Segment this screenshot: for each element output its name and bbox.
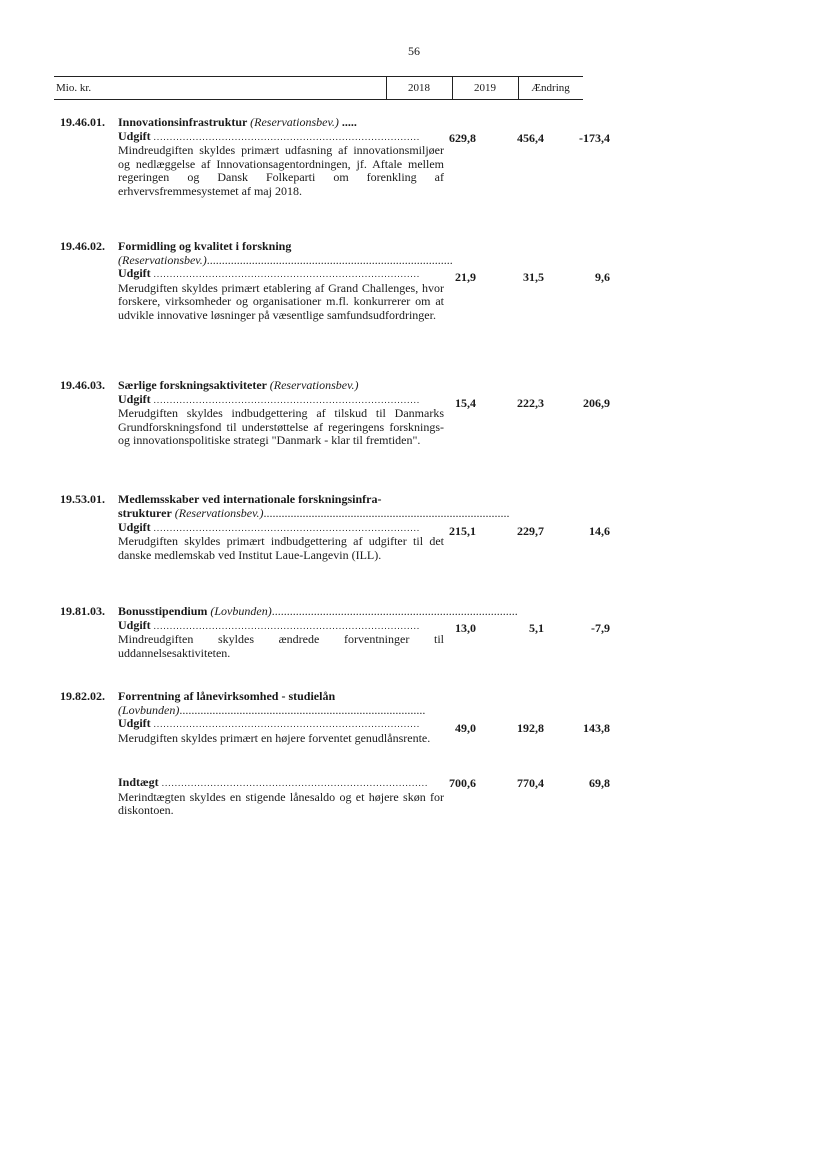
header-top-rule — [54, 76, 583, 77]
income-label: Indtægt — [118, 775, 159, 789]
entry-code: 19.46.01. — [60, 115, 105, 129]
entry-subtitle: (Lovbunden) — [210, 604, 272, 618]
value-2019: 31,5 — [523, 270, 544, 284]
entry-title: Innovationsinfrastruktur (Reservationsbev.) ..... — [118, 115, 357, 129]
value-2019: 192,8 — [517, 721, 544, 735]
entry-description: Mindreudgiften skyldes primært udfasning af innovationsmiljøer og nedlæggelse af Innovationsagentordningen, jf. Aftale mellem regeringen og Dansk Folkeparti om forenkling af erhvervsfremmesystemet af maj 2018. — [118, 143, 444, 198]
header-2018: 2018 — [408, 82, 430, 94]
entry-title: Formidling og kvalitet i forskning — [118, 239, 292, 253]
entry-subtitle: (Lovbunden) — [118, 702, 180, 717]
leader-dots: .................................................................................. — [179, 702, 426, 717]
expense-label: Udgift — [118, 266, 151, 280]
expense-label: Udgift — [118, 716, 151, 730]
entry-title: Medlemsskaber ved internationale forskningsinfra- — [118, 492, 382, 506]
expense-label: Udgift — [118, 128, 151, 143]
income-value-2019: 770,4 — [517, 776, 544, 790]
entry-description: Merudgiften skyldes primært en højere forventet genudlånsrente. — [118, 730, 431, 745]
expense-label: Udgift — [118, 391, 151, 406]
value-change: 206,9 — [583, 396, 610, 410]
header-bottom-rule — [54, 99, 583, 100]
leader-dots: .................................................................................. — [153, 620, 421, 631]
entry-title: Bonusstipendium — [118, 604, 208, 618]
header-2019: 2019 — [474, 82, 496, 94]
page-number: 56 — [408, 44, 420, 58]
value-2019: 229,7 — [517, 524, 544, 538]
value-2018: 15,4 — [455, 396, 476, 410]
value-2019: 222,3 — [517, 396, 544, 410]
value-2018: 13,0 — [455, 621, 476, 635]
value-change: 143,8 — [583, 721, 610, 735]
value-change: 9,6 — [595, 270, 610, 284]
entry-description: Merudgiften skyldes primært indbudgettering af udgifter til det danske medlemskab ved Institut Laue-Langevin (ILL). — [118, 534, 444, 562]
leader-dots: .................................................................................. — [206, 252, 453, 267]
value-2019: 456,4 — [517, 131, 544, 145]
entry-subtitle: (Reservationsbev.) — [269, 378, 359, 392]
entry-subtitle: (Reservationsbev.) — [250, 115, 339, 129]
entry-code: 19.81.03. — [60, 604, 105, 618]
entry-code: 19.46.02. — [60, 239, 105, 253]
entry-subtitle: (Reservationsbev.) — [174, 506, 264, 520]
leader-dots: .................................................................................. — [271, 604, 518, 618]
leader-dots: .................................................................................. — [153, 394, 421, 405]
value-2018: 21,9 — [455, 270, 476, 284]
value-change: -173,4 — [579, 131, 610, 145]
entry-description: Merudgiften skyldes indbudgettering af tilskud til Danmarks Grundforskningsfond til understøttelse af regeringens forsknings- og innovationspolitiske strategi "Danmark - klar til fremtiden". — [118, 406, 444, 447]
leader-dots: .................................................................................. — [153, 719, 421, 729]
entry-subtitle: (Reservationsbev.) — [118, 252, 207, 267]
expense-label: Udgift — [118, 519, 151, 534]
leader-dots: .................................................................................. — [161, 778, 429, 788]
value-2018: 629,8 — [449, 131, 476, 145]
leader-dots: .................................................................................. — [153, 522, 421, 533]
value-2019: 5,1 — [529, 621, 544, 635]
header-unit: Mio. kr. — [56, 82, 92, 94]
entry-description: Merudgiften skyldes primært etablering af Grand Challenges, hvor forskere, virksomheder og organisationer m.fl. konkurrerer om at udvikle innovative løsninger på væsentlige samfundsudfordringer. — [118, 280, 444, 322]
entry-code: 19.46.03. — [60, 378, 105, 392]
leader-dots: .................................................................................. — [153, 131, 421, 142]
value-change: -7,9 — [591, 621, 610, 635]
value-2018: 49,0 — [455, 721, 476, 735]
table-header — [54, 76, 583, 100]
income-value-2018: 700,6 — [449, 776, 476, 790]
header-change: Ændring — [531, 82, 570, 94]
income-description: Merindtægten skyldes en stigende lånesaldo og et højere skøn for diskontoen. — [118, 789, 444, 817]
income-value-change: 69,8 — [589, 776, 610, 790]
entry-title: Forrentning af lånevirksomhed - studielån — [118, 689, 336, 703]
entry-code: 19.82.02. — [60, 689, 105, 703]
leader-dots: .................................................................................. — [263, 506, 510, 520]
expense-label: Udgift — [118, 617, 151, 632]
entry-title: Særlige forskningsaktiviteter (Reservationsbev.) — [118, 378, 359, 392]
value-change: 14,6 — [589, 524, 610, 538]
leader-dots: .................................................................................. — [153, 269, 421, 279]
entry-description: Mindreudgiften skyldes ændrede forventninger til uddannelsesaktiviteten. — [118, 632, 444, 660]
entry-code: 19.53.01. — [60, 492, 105, 506]
value-2018: 215,1 — [449, 524, 476, 538]
